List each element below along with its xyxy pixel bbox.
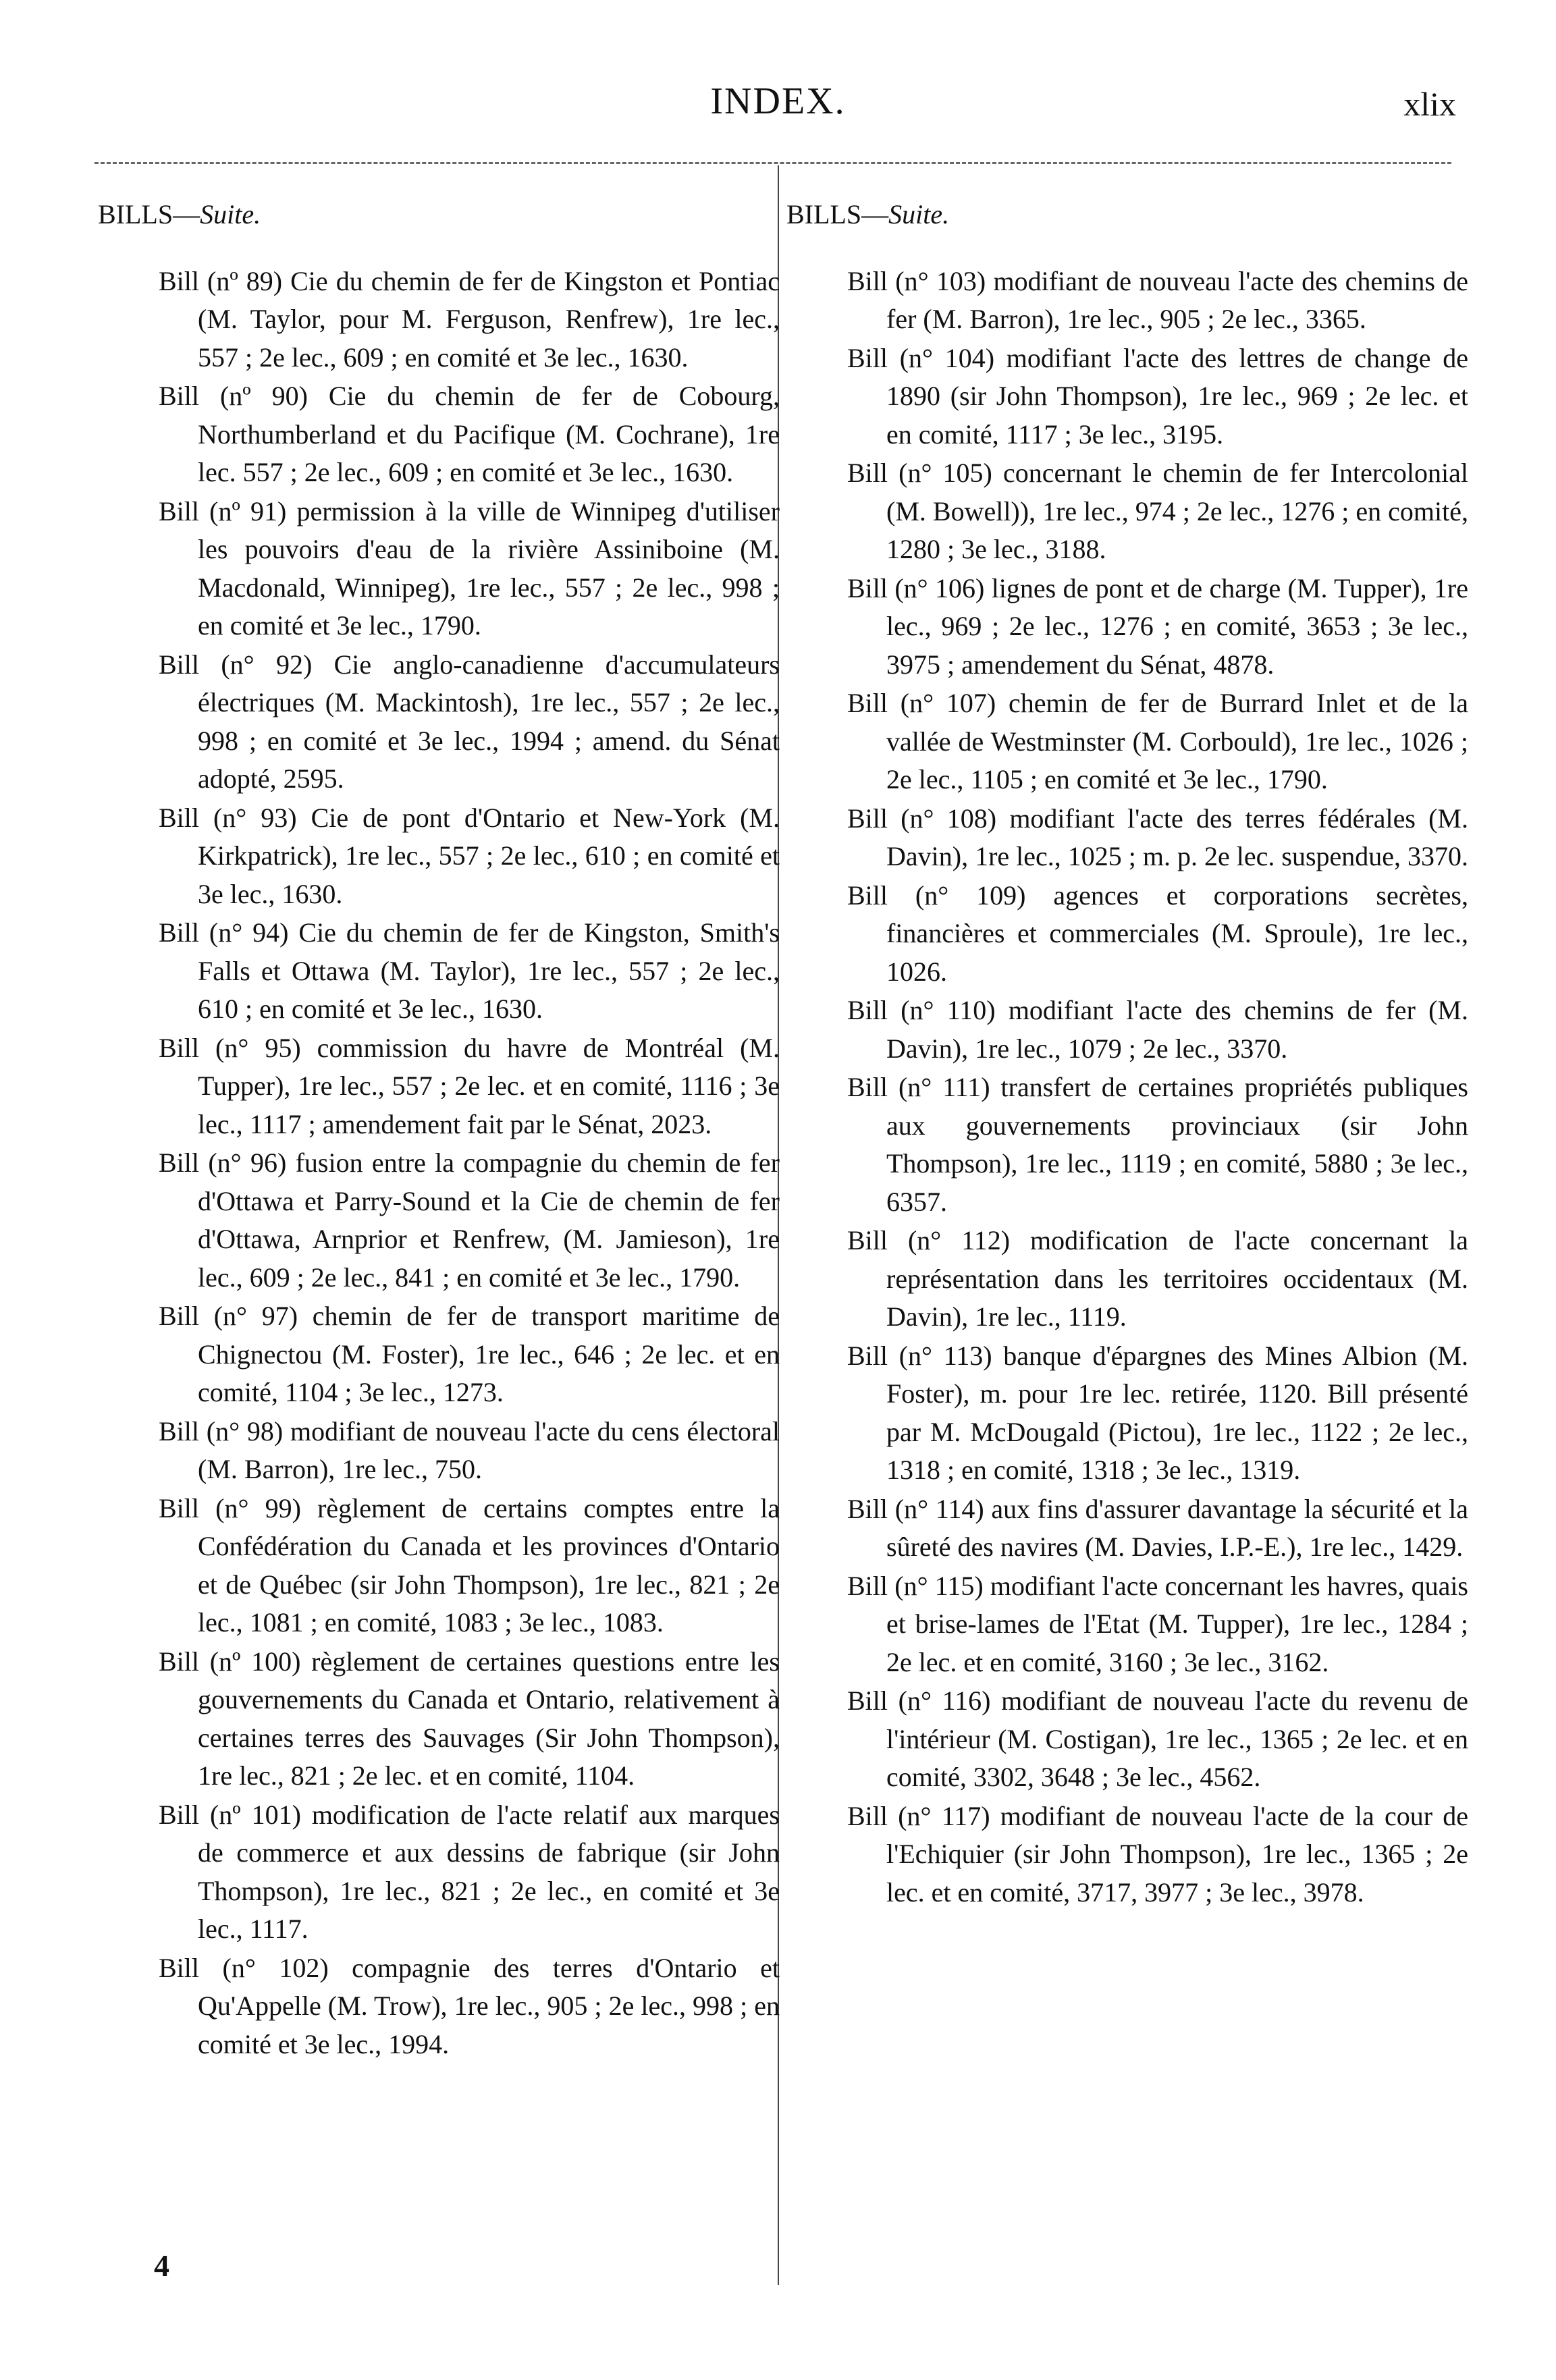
index-entry: Bill (n° 111) transfert de certaines propriétés publiques aux gouvernements provinciaux (sir John Thompson), 1re lec., 1119 ; en comité, 5880 ; 3e lec., 6357.	[847, 1072, 1468, 1217]
left-column	[98, 196, 780, 2064]
index-entry: Bill (nº 89) Cie du chemin de fer de Kingston et Pontiac (M. Taylor, pour M. Ferguson, Renfrew), 1re lec., 557 ; 2e lec., 609 ; en comité et 3e lec., 1630.	[159, 265, 780, 373]
left-column-heading: BILLS—Suite.	[98, 199, 261, 229]
index-entry: Bill (n° 104) modifiant l'acte des lettres de change de 1890 (sir John Thompson), 1re lec., 969 ; 2e lec. et en comité, 1117 ; 3e lec., 3195.	[847, 342, 1468, 450]
index-entry: Bill (n° 108) modifiant l'acte des terres fédérales (M. Davin), 1re lec., 1025 ; m. p. 2e lec. suspendue, 3370.	[847, 803, 1469, 871]
index-entry: Bill (n° 94) Cie du chemin de fer de Kingston, Smith's Falls et Ottawa (M. Taylor), 1re lec., 557 ; 2e lec., 610 ; en comité et 3e lec., 1630.	[159, 917, 780, 1024]
index-entry: Bill (n° 95) commission du havre de Montréal (M. Tupper), 1re lec., 557 ; 2e lec. et en comité, 1116 ; 3e lec., 1117 ; amendement fait par le Sénat, 2023.	[159, 1032, 780, 1139]
index-entry: Bill (n° 99) règlement de certains comptes entre la Confédération du Canada et les provinces d'Ontario et de Québec (sir John Thompson), 1re lec., 821 ; 2e lec., 1081 ; en comité, 1083 ; 3e lec., 1083.	[159, 1492, 780, 1638]
index-entry: Bill (n° 107) chemin de fer de Burrard Inlet et de la vallée de Westminster (M. Corbould), 1re lec., 1026 ; 2e lec., 1105 ; en comité et 3e lec., 1790.	[847, 688, 1468, 794]
index-entry: Bill (n° 103) modifiant de nouveau l'acte des chemins de fer (M. Barron), 1re lec., 905 ; 2e lec., 3365.	[847, 265, 1468, 334]
index-entry: Bill (n° 98) modifiant de nouveau l'acte du cens électoral (M. Barron), 1re lec., 750.	[159, 1415, 780, 1484]
signature-mark: 4	[154, 2248, 169, 2283]
heading-label: BILLS	[786, 199, 862, 229]
index-entry: Bill (nº 91) permission à la ville de Winnipeg d'utiliser les pouvoirs d'eau de la rivière Assiniboine (M. Macdonald, Winnipeg), 1re lec., 557 ; 2e lec., 998 ; en comité et 3e lec., 1790.	[159, 495, 780, 641]
page-number: xlix	[1403, 85, 1456, 123]
index-entry: Bill (n° 114) aux fins d'assurer davantage la sécurité et la sûreté des navires (M. Davies, I.P.-E.), 1re lec., 1429.	[847, 1493, 1468, 1562]
right-column-heading: BILLS—Suite.	[786, 199, 950, 229]
index-entry: Bill (n° 115) modifiant l'acte concernant les havres, quais et brise-lames de l'Etat (M. Tupper), 1re lec., 1284 ; 2e lec. et en comité, 3160 ; 3e lec., 3162.	[847, 1570, 1468, 1677]
index-entry: Bill (n° 117) modifiant de nouveau l'acte de la cour de l'Echiquier (sir John Thompson), 1re lec., 1365 ; 2e lec. et en comité, 3717, 3977 ; 3e lec., 3978.	[847, 1800, 1468, 1908]
heading-label: BILLS	[98, 199, 173, 229]
index-entry: Bill (n° 102) compagnie des terres d'Ontario et Qu'Appelle (M. Trow), 1re lec., 905 ; 2e lec., 998 ; en comité et 3e lec., 1994.	[159, 1952, 780, 2059]
index-entry: Bill (n° 110) modifiant l'acte des chemins de fer (M. Davin), 1re lec., 1079 ; 2e lec., 3370.	[847, 995, 1468, 1064]
index-entry: Bill (nº 101) modification de l'acte relatif aux marques de commerce et aux dessins de fabrique (sir John Thompson), 1re lec., 821 ; 2e lec., en comité et 3e lec., 1117.	[159, 1799, 780, 1944]
index-entry: Bill (n° 105) concernant le chemin de fer Intercolonial (M. Bowell)), 1re lec., 974 ; 2e lec., 1276 ; en comité, 1280 ; 3e lec., 3188.	[847, 458, 1468, 564]
index-entry: Bill (n° 113) banque d'épargnes des Mines Albion (M. Foster), m. pour 1re lec. retirée, 1120. Bill présenté par M. McDougald (Pictou), 1re lec., 1122 ; 2e lec., 1318 ; en comité, 1318 ; 3e lec., 1319.	[847, 1340, 1468, 1485]
right-column	[786, 196, 1469, 1912]
index-entry: Bill (n° 93) Cie de pont d'Ontario et New-York (M. Kirkpatrick), 1re lec., 557 ; 2e lec., 610 ; en comité et 3e lec., 1630.	[159, 802, 780, 909]
header-rule	[95, 162, 1451, 164]
index-entry: Bill (nº 90) Cie du chemin de fer de Cobourg, Northumberland et du Pacifique (M. Cochrane), 1re lec. 557 ; 2e lec., 609 ; en comité et 3e lec., 1630.	[159, 381, 780, 487]
index-entry: Bill (n° 97) chemin de fer de transport maritime de Chignectou (M. Foster), 1re lec., 646 ; 2e lec. et en comité, 1104 ; 3e lec., 1273.	[159, 1301, 780, 1407]
index-entry: Bill (n° 96) fusion entre la compagnie du chemin de fer d'Ottawa et Parry-Sound et la Cie de chemin de fer d'Ottawa, Arnprior et Renfrew, (M. Jamieson), 1re lec., 609 ; 2e lec., 841 ; en comité et 3e lec., 1790.	[159, 1147, 780, 1293]
index-entry: Bill (n° 112) modification de l'acte concernant la représentation dans les territoires occidentaux (M. Davin), 1re lec., 1119.	[847, 1225, 1468, 1332]
index-entry: Bill (n° 109) agences et corporations secrètes, financières et commerciales (M. Sproule), 1re lec., 1026.	[847, 880, 1468, 987]
heading-suffix: Suite.	[200, 199, 261, 229]
index-entry: Bill (n° 92) Cie anglo-canadienne d'accumulateurs électriques (M. Mackintosh), 1re lec., 557 ; 2e lec., 998 ; en comité et 3e lec., 1994 ; amend. du Sénat adopté, 2595.	[159, 649, 780, 794]
page-title: INDEX.	[710, 80, 846, 122]
index-entry: Bill (nº 100) règlement de certaines questions entre les gouvernements du Canada et Ontario, relativement à certaines terres des Sauvages (Sir John Thompson), 1re lec., 821 ; 2e lec. et en comité, 1104.	[159, 1646, 780, 1791]
heading-suffix: Suite.	[888, 199, 950, 229]
index-entry: Bill (n° 106) lignes de pont et de charge (M. Tupper), 1re lec., 969 ; 2e lec., 1276 ; en comité, 3653 ; 3e lec., 3975 ; amendement du Sénat, 4878.	[847, 572, 1468, 680]
index-entry: Bill (n° 116) modifiant de nouveau l'acte du revenu de l'intérieur (M. Costigan), 1re lec., 1365 ; 2e lec. et en comité, 3302, 3648 ; 3e lec., 4562.	[847, 1685, 1468, 1792]
